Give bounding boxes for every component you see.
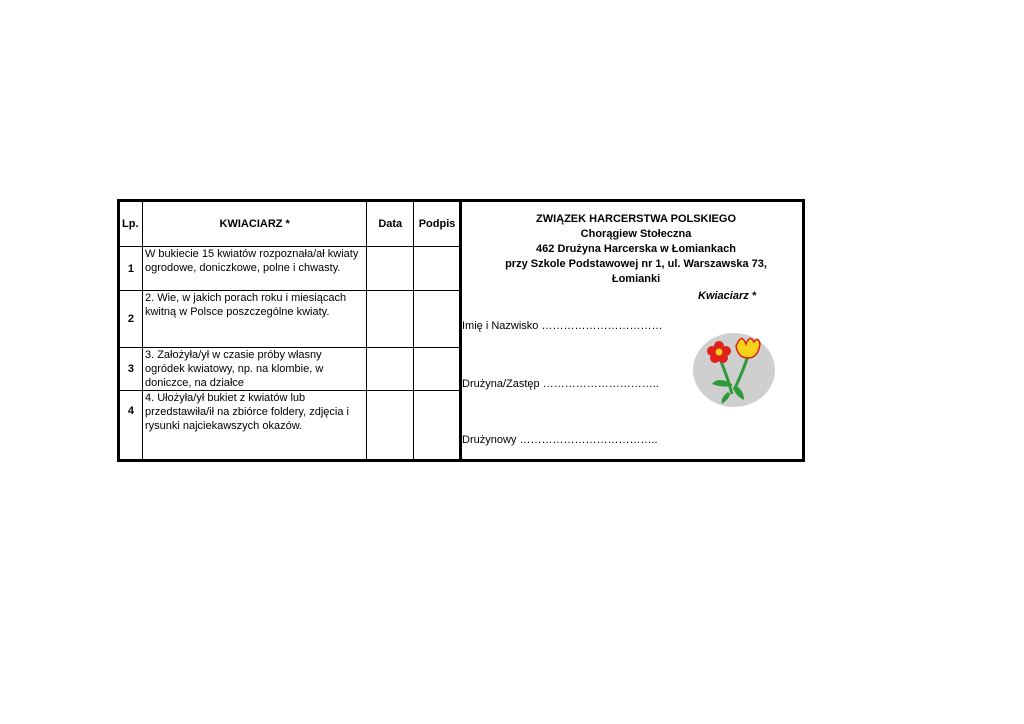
leader-field[interactable]: Drużynowy ……………………………….. bbox=[462, 434, 658, 446]
table-row bbox=[120, 348, 460, 391]
requirements-table bbox=[120, 202, 460, 460]
row-number: 4 bbox=[120, 391, 142, 460]
row-number: 2 bbox=[120, 291, 142, 348]
name-field[interactable]: Imię i Nazwisko …………………………… bbox=[462, 320, 663, 332]
date-cell[interactable] bbox=[367, 348, 414, 391]
org-line-5: Łomianki bbox=[611, 273, 661, 285]
org-line-1: ZWIĄZEK HARCERSTWA POLSKIEGO bbox=[535, 213, 737, 225]
header-title: KWIACIARZ * bbox=[142, 202, 366, 247]
signature-cell[interactable] bbox=[414, 391, 460, 460]
header-lp: Lp. bbox=[120, 202, 142, 247]
row-text: 2. Wie, w jakich porach roku i miesiącach kwitną w Polsce poszczególne kwiaty. bbox=[142, 291, 366, 348]
badge-title: Kwiaciarz * bbox=[698, 290, 757, 302]
table-row bbox=[120, 291, 460, 348]
date-cell[interactable] bbox=[367, 291, 414, 348]
badge-info-panel bbox=[462, 202, 802, 459]
row-number: 1 bbox=[120, 247, 142, 291]
signature-cell[interactable] bbox=[414, 247, 460, 291]
signature-cell[interactable] bbox=[414, 348, 460, 391]
badge-card bbox=[117, 199, 805, 462]
org-line-2: Chorągiew Stołeczna bbox=[580, 228, 692, 240]
flower-badge-icon bbox=[692, 332, 776, 408]
date-cell[interactable] bbox=[367, 247, 414, 291]
organization-header bbox=[462, 212, 810, 287]
team-field[interactable]: Drużyna/Zastęp ………………………….. bbox=[462, 378, 659, 390]
header-date: Data bbox=[367, 202, 414, 247]
header-signature: Podpis bbox=[414, 202, 460, 247]
org-line-4: przy Szkole Podstawowej nr 1, ul. Warszawska 73, bbox=[505, 258, 767, 270]
table-header bbox=[120, 202, 460, 247]
table-row bbox=[120, 247, 460, 291]
date-cell[interactable] bbox=[367, 391, 414, 460]
row-text: 4. Ułożyła/ył bukiet z kwiatów lub przedstawiła/ił na zbiórce foldery, zdjęcia i rysunki najciekawszych okazów. bbox=[142, 391, 366, 460]
signature-cell[interactable] bbox=[414, 291, 460, 348]
row-text: 3. Założyła/ył w czasie próby własny ogródek kwiatowy, np. na klombie, w doniczce, na działce bbox=[142, 348, 366, 391]
row-text: W bukiecie 15 kwiatów rozpoznała/ał kwiaty ogrodowe, doniczkowe, polne i chwasty. bbox=[142, 247, 366, 291]
row-number: 3 bbox=[120, 348, 142, 391]
org-line-3: 462 Drużyna Harcerska w Łomiankach bbox=[536, 243, 736, 255]
table-row bbox=[120, 391, 460, 460]
